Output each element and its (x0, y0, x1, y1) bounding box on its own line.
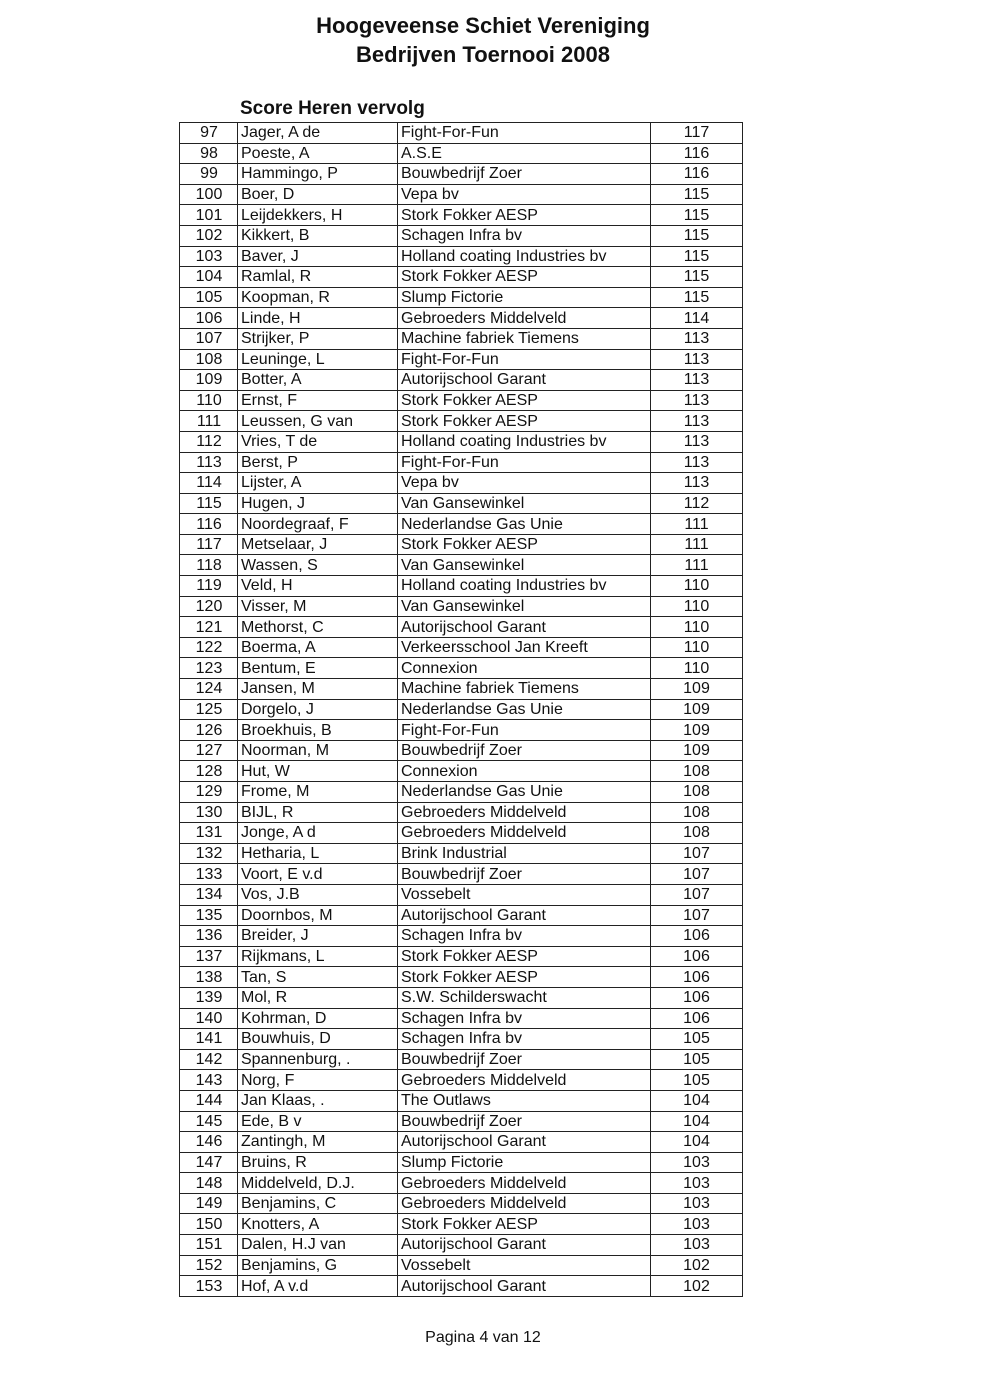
club-cell: Stork Fokker AESP (398, 390, 651, 411)
rank-cell: 129 (180, 782, 238, 803)
score-cell: 105 (651, 1070, 743, 1091)
rank-cell: 117 (180, 534, 238, 555)
name-cell: Tan, S (238, 967, 398, 988)
table-row (180, 802, 743, 823)
score-cell: 115 (651, 205, 743, 226)
table-row (180, 1152, 743, 1173)
score-cell: 109 (651, 679, 743, 700)
rank-cell: 135 (180, 905, 238, 926)
document-subtitle: Bedrijven Toernooi 2008 (356, 42, 610, 67)
club-cell: Fight-For-Fun (398, 720, 651, 741)
name-cell: Hugen, J (238, 493, 398, 514)
table-row (180, 1235, 743, 1256)
name-cell: Rijkmans, L (238, 946, 398, 967)
table-row (180, 658, 743, 679)
rank-cell: 136 (180, 926, 238, 947)
name-cell: Wassen, S (238, 555, 398, 576)
rank-cell: 147 (180, 1152, 238, 1173)
name-cell: Vries, T de (238, 431, 398, 452)
rank-cell: 100 (180, 184, 238, 205)
name-cell: Veld, H (238, 576, 398, 597)
table-row (180, 926, 743, 947)
score-cell: 106 (651, 967, 743, 988)
rank-cell: 120 (180, 596, 238, 617)
table-row (180, 164, 743, 185)
name-cell: Zantingh, M (238, 1132, 398, 1153)
name-cell: Leuninge, L (238, 349, 398, 370)
score-cell: 104 (651, 1090, 743, 1111)
name-cell: Doornbos, M (238, 905, 398, 926)
name-cell: Baver, J (238, 246, 398, 267)
score-cell: 109 (651, 740, 743, 761)
table-row (180, 1193, 743, 1214)
rank-cell: 152 (180, 1255, 238, 1276)
club-cell: Autorijschool Garant (398, 1132, 651, 1153)
name-cell: Noorman, M (238, 740, 398, 761)
rank-cell: 146 (180, 1132, 238, 1153)
rank-cell: 127 (180, 740, 238, 761)
name-cell: Poeste, A (238, 143, 398, 164)
name-cell: Noordegraaf, F (238, 514, 398, 535)
score-cell: 103 (651, 1235, 743, 1256)
table-row (180, 143, 743, 164)
name-cell: Hammingo, P (238, 164, 398, 185)
score-cell: 106 (651, 987, 743, 1008)
score-cell: 102 (651, 1255, 743, 1276)
score-cell: 109 (651, 720, 743, 741)
score-cell: 103 (651, 1173, 743, 1194)
table-row (180, 514, 743, 535)
score-cell: 110 (651, 596, 743, 617)
club-cell: Stork Fokker AESP (398, 205, 651, 226)
club-cell: Fight-For-Fun (398, 123, 651, 144)
name-cell: Ramlal, R (238, 267, 398, 288)
score-cell: 112 (651, 493, 743, 514)
rank-cell: 104 (180, 267, 238, 288)
name-cell: Linde, H (238, 308, 398, 329)
score-cell: 106 (651, 946, 743, 967)
club-cell: Schagen Infra bv (398, 1029, 651, 1050)
table-row (180, 123, 743, 144)
rank-cell: 126 (180, 720, 238, 741)
rank-cell: 139 (180, 987, 238, 1008)
club-cell: Gebroeders Middelveld (398, 1070, 651, 1091)
score-cell: 107 (651, 905, 743, 926)
club-cell: Connexion (398, 761, 651, 782)
table-row (180, 287, 743, 308)
name-cell: Bentum, E (238, 658, 398, 679)
score-cell: 103 (651, 1152, 743, 1173)
club-cell: Autorijschool Garant (398, 1235, 651, 1256)
club-cell: Slump Fictorie (398, 287, 651, 308)
score-cell: 108 (651, 802, 743, 823)
rank-cell: 102 (180, 225, 238, 246)
score-cell: 103 (651, 1193, 743, 1214)
score-cell: 113 (651, 328, 743, 349)
table-row (180, 534, 743, 555)
section-title: Score Heren vervolg (240, 98, 425, 119)
score-cell: 113 (651, 349, 743, 370)
rank-cell: 105 (180, 287, 238, 308)
club-cell: Vossebelt (398, 884, 651, 905)
score-cell: 115 (651, 225, 743, 246)
club-cell: Nederlandse Gas Unie (398, 782, 651, 803)
club-cell: Stork Fokker AESP (398, 267, 651, 288)
club-cell: Bouwbedrijf Zoer (398, 864, 651, 885)
club-cell: Van Gansewinkel (398, 596, 651, 617)
score-cell: 107 (651, 864, 743, 885)
table-row (180, 205, 743, 226)
club-cell: Gebroeders Middelveld (398, 1193, 651, 1214)
name-cell: Boer, D (238, 184, 398, 205)
rank-cell: 123 (180, 658, 238, 679)
rank-cell: 118 (180, 555, 238, 576)
club-cell: Holland coating Industries bv (398, 576, 651, 597)
name-cell: Jager, A de (238, 123, 398, 144)
rank-cell: 134 (180, 884, 238, 905)
rank-cell: 101 (180, 205, 238, 226)
score-cell: 111 (651, 514, 743, 535)
rank-cell: 145 (180, 1111, 238, 1132)
club-cell: Stork Fokker AESP (398, 946, 651, 967)
name-cell: BIJL, R (238, 802, 398, 823)
rank-cell: 131 (180, 823, 238, 844)
rank-cell: 133 (180, 864, 238, 885)
table-row (180, 699, 743, 720)
rank-cell: 150 (180, 1214, 238, 1235)
score-cell: 109 (651, 699, 743, 720)
rank-cell: 106 (180, 308, 238, 329)
score-cell: 104 (651, 1132, 743, 1153)
rank-cell: 113 (180, 452, 238, 473)
score-cell: 113 (651, 452, 743, 473)
club-cell: S.W. Schilderswacht (398, 987, 651, 1008)
score-cell: 116 (651, 164, 743, 185)
table-row (180, 411, 743, 432)
rank-cell: 149 (180, 1193, 238, 1214)
name-cell: Jan Klaas, . (238, 1090, 398, 1111)
rank-cell: 142 (180, 1049, 238, 1070)
club-cell: Verkeersschool Jan Kreeft (398, 637, 651, 658)
score-cell: 114 (651, 308, 743, 329)
score-cell: 106 (651, 1008, 743, 1029)
document-title: Hoogeveense Schiet Vereniging (316, 13, 650, 38)
table-row (180, 782, 743, 803)
score-cell: 104 (651, 1111, 743, 1132)
score-cell: 107 (651, 843, 743, 864)
club-cell: Stork Fokker AESP (398, 534, 651, 555)
name-cell: Strijker, P (238, 328, 398, 349)
score-cell: 113 (651, 431, 743, 452)
rank-cell: 128 (180, 761, 238, 782)
table-row (180, 987, 743, 1008)
rank-cell: 108 (180, 349, 238, 370)
name-cell: Koopman, R (238, 287, 398, 308)
rank-cell: 119 (180, 576, 238, 597)
table-row (180, 576, 743, 597)
club-cell: Schagen Infra bv (398, 1008, 651, 1029)
rank-cell: 138 (180, 967, 238, 988)
name-cell: Metselaar, J (238, 534, 398, 555)
name-cell: Ernst, F (238, 390, 398, 411)
table-row (180, 328, 743, 349)
score-cell: 115 (651, 287, 743, 308)
club-cell: Stork Fokker AESP (398, 967, 651, 988)
club-cell: Vossebelt (398, 1255, 651, 1276)
name-cell: Hof, A v.d (238, 1276, 398, 1297)
club-cell: Gebroeders Middelveld (398, 1173, 651, 1194)
score-cell: 105 (651, 1029, 743, 1050)
name-cell: Spannenburg, . (238, 1049, 398, 1070)
table-row (180, 843, 743, 864)
table-row (180, 267, 743, 288)
score-cell: 108 (651, 761, 743, 782)
table-row (180, 761, 743, 782)
table-row (180, 555, 743, 576)
name-cell: Kohrman, D (238, 1008, 398, 1029)
name-cell: Berst, P (238, 452, 398, 473)
table-row (180, 967, 743, 988)
name-cell: Benjamins, G (238, 1255, 398, 1276)
rank-cell: 112 (180, 431, 238, 452)
rank-cell: 115 (180, 493, 238, 514)
name-cell: Dorgelo, J (238, 699, 398, 720)
rank-cell: 132 (180, 843, 238, 864)
table-row (180, 905, 743, 926)
name-cell: Vos, J.B (238, 884, 398, 905)
rank-cell: 99 (180, 164, 238, 185)
table-row (180, 1276, 743, 1297)
name-cell: Middelveld, D.J. (238, 1173, 398, 1194)
name-cell: Botter, A (238, 370, 398, 391)
name-cell: Dalen, H.J van (238, 1235, 398, 1256)
rank-cell: 143 (180, 1070, 238, 1091)
table-row (180, 1090, 743, 1111)
rank-cell: 125 (180, 699, 238, 720)
club-cell: Bouwbedrijf Zoer (398, 740, 651, 761)
club-cell: Bouwbedrijf Zoer (398, 1111, 651, 1132)
score-cell: 113 (651, 473, 743, 494)
score-cell: 110 (651, 637, 743, 658)
club-cell: Slump Fictorie (398, 1152, 651, 1173)
club-cell: Gebroeders Middelveld (398, 802, 651, 823)
score-cell: 115 (651, 246, 743, 267)
score-cell: 111 (651, 555, 743, 576)
rank-cell: 130 (180, 802, 238, 823)
club-cell: Fight-For-Fun (398, 452, 651, 473)
club-cell: Autorijschool Garant (398, 370, 651, 391)
rank-cell: 109 (180, 370, 238, 391)
name-cell: Frome, M (238, 782, 398, 803)
name-cell: Broekhuis, B (238, 720, 398, 741)
table-row (180, 864, 743, 885)
club-cell: Gebroeders Middelveld (398, 308, 651, 329)
table-row (180, 246, 743, 267)
club-cell: Holland coating Industries bv (398, 431, 651, 452)
club-cell: Nederlandse Gas Unie (398, 514, 651, 535)
score-table (179, 122, 743, 1297)
rank-cell: 110 (180, 390, 238, 411)
rank-cell: 116 (180, 514, 238, 535)
rank-cell: 141 (180, 1029, 238, 1050)
table-row (180, 349, 743, 370)
rank-cell: 153 (180, 1276, 238, 1297)
name-cell: Jansen, M (238, 679, 398, 700)
table-row (180, 740, 743, 761)
score-cell: 102 (651, 1276, 743, 1297)
rank-cell: 148 (180, 1173, 238, 1194)
rank-cell: 140 (180, 1008, 238, 1029)
rank-cell: 121 (180, 617, 238, 638)
rank-cell: 111 (180, 411, 238, 432)
club-cell: Schagen Infra bv (398, 225, 651, 246)
table-row (180, 390, 743, 411)
table-row (180, 1029, 743, 1050)
table-row (180, 225, 743, 246)
club-cell: Autorijschool Garant (398, 617, 651, 638)
name-cell: Lijster, A (238, 473, 398, 494)
club-cell: A.S.E (398, 143, 651, 164)
table-row (180, 637, 743, 658)
score-cell: 113 (651, 411, 743, 432)
table-row (180, 1049, 743, 1070)
table-row (180, 1173, 743, 1194)
club-cell: Stork Fokker AESP (398, 411, 651, 432)
score-cell: 110 (651, 576, 743, 597)
score-cell: 113 (651, 390, 743, 411)
name-cell: Jonge, A d (238, 823, 398, 844)
rank-cell: 124 (180, 679, 238, 700)
club-cell: Vepa bv (398, 184, 651, 205)
club-cell: Van Gansewinkel (398, 493, 651, 514)
table-row (180, 1214, 743, 1235)
rank-cell: 103 (180, 246, 238, 267)
table-row (180, 308, 743, 329)
table-row (180, 431, 743, 452)
name-cell: Boerma, A (238, 637, 398, 658)
name-cell: Bruins, R (238, 1152, 398, 1173)
score-cell: 108 (651, 823, 743, 844)
name-cell: Leussen, G van (238, 411, 398, 432)
rank-cell: 97 (180, 123, 238, 144)
name-cell: Hut, W (238, 761, 398, 782)
table-row (180, 884, 743, 905)
table-row (180, 452, 743, 473)
name-cell: Hetharia, L (238, 843, 398, 864)
score-cell: 103 (651, 1214, 743, 1235)
name-cell: Visser, M (238, 596, 398, 617)
club-cell: Van Gansewinkel (398, 555, 651, 576)
club-cell: Bouwbedrijf Zoer (398, 164, 651, 185)
club-cell: Autorijschool Garant (398, 1276, 651, 1297)
rank-cell: 98 (180, 143, 238, 164)
score-cell: 108 (651, 782, 743, 803)
club-cell: Holland coating Industries bv (398, 246, 651, 267)
club-cell: Connexion (398, 658, 651, 679)
club-cell: Nederlandse Gas Unie (398, 699, 651, 720)
page-number: Pagina 4 van 12 (425, 1329, 541, 1346)
score-cell: 115 (651, 267, 743, 288)
score-cell: 107 (651, 884, 743, 905)
name-cell: Leijdekkers, H (238, 205, 398, 226)
club-cell: Machine fabriek Tiemens (398, 679, 651, 700)
score-cell: 116 (651, 143, 743, 164)
rank-cell: 114 (180, 473, 238, 494)
rank-cell: 137 (180, 946, 238, 967)
table-row (180, 184, 743, 205)
club-cell: Vepa bv (398, 473, 651, 494)
table-row (180, 1070, 743, 1091)
score-cell: 106 (651, 926, 743, 947)
name-cell: Ede, B v (238, 1111, 398, 1132)
rank-cell: 122 (180, 637, 238, 658)
table-row (180, 617, 743, 638)
table-row (180, 1132, 743, 1153)
score-cell: 115 (651, 184, 743, 205)
table-row (180, 596, 743, 617)
score-table-body (180, 123, 743, 1297)
score-cell: 110 (651, 617, 743, 638)
table-row (180, 473, 743, 494)
table-row (180, 823, 743, 844)
score-cell: 113 (651, 370, 743, 391)
table-row (180, 493, 743, 514)
name-cell: Norg, F (238, 1070, 398, 1091)
club-cell: Schagen Infra bv (398, 926, 651, 947)
club-cell: Machine fabriek Tiemens (398, 328, 651, 349)
name-cell: Knotters, A (238, 1214, 398, 1235)
name-cell: Voort, E v.d (238, 864, 398, 885)
rank-cell: 107 (180, 328, 238, 349)
club-cell: Fight-For-Fun (398, 349, 651, 370)
table-row (180, 1255, 743, 1276)
club-cell: Autorijschool Garant (398, 905, 651, 926)
name-cell: Bouwhuis, D (238, 1029, 398, 1050)
table-row (180, 946, 743, 967)
rank-cell: 151 (180, 1235, 238, 1256)
table-row (180, 1111, 743, 1132)
table-row (180, 370, 743, 391)
score-cell: 110 (651, 658, 743, 679)
rank-cell: 144 (180, 1090, 238, 1111)
table-row (180, 720, 743, 741)
club-cell: The Outlaws (398, 1090, 651, 1111)
table-row (180, 679, 743, 700)
name-cell: Methorst, C (238, 617, 398, 638)
club-cell: Gebroeders Middelveld (398, 823, 651, 844)
name-cell: Mol, R (238, 987, 398, 1008)
score-cell: 111 (651, 534, 743, 555)
club-cell: Bouwbedrijf Zoer (398, 1049, 651, 1070)
name-cell: Benjamins, C (238, 1193, 398, 1214)
club-cell: Stork Fokker AESP (398, 1214, 651, 1235)
score-cell: 117 (651, 123, 743, 144)
score-cell: 105 (651, 1049, 743, 1070)
club-cell: Brink Industrial (398, 843, 651, 864)
name-cell: Breider, J (238, 926, 398, 947)
table-row (180, 1008, 743, 1029)
name-cell: Kikkert, B (238, 225, 398, 246)
